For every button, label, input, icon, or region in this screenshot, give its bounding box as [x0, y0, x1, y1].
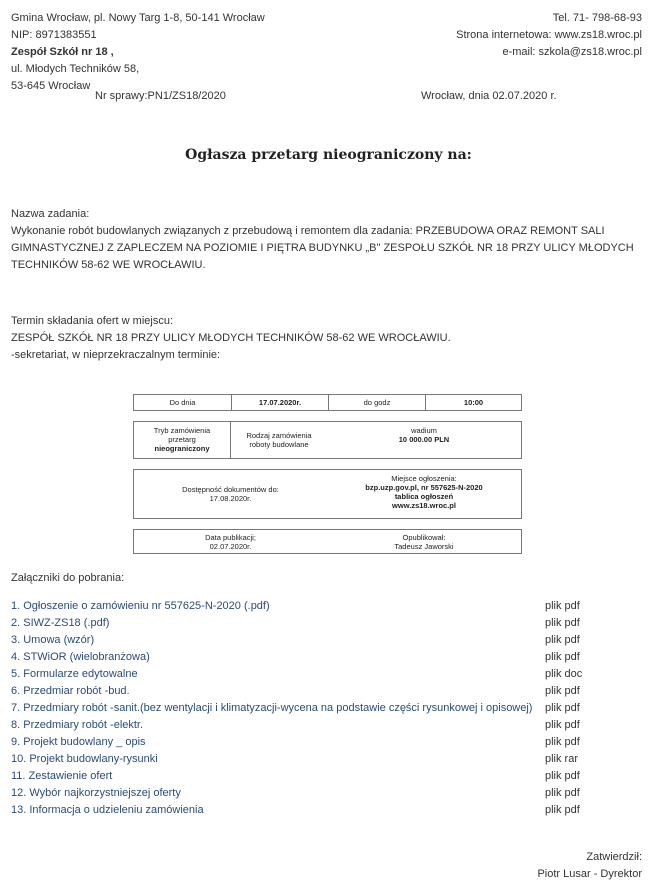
contact-info [456, 10, 642, 61]
signature-name: Piotr Lusar - Dyrektor [537, 868, 642, 880]
attachment-link[interactable]: 4. STWiOR (wielobranżowa) [11, 651, 150, 663]
publication-date-value: 02.07.2020r. [209, 542, 252, 551]
attachment-type: plik pdf [545, 719, 580, 731]
attachment-type: plik rar [545, 753, 579, 765]
attachment-type: plik pdf [545, 736, 580, 748]
deadline-section [11, 313, 641, 364]
deposit [327, 426, 521, 444]
date-value: 17.07.2020r. [258, 398, 302, 407]
street-line: ul. Młodych Techników 58, [11, 63, 140, 75]
attachment-type: plik pdf [545, 787, 580, 799]
attachment-type: plik pdf [545, 804, 580, 816]
date-label: Do dnia [169, 398, 196, 407]
order-mode [134, 426, 230, 453]
deadline-label: Termin składania ofert w miejscu: [11, 315, 174, 327]
sender-address [11, 10, 265, 95]
attachment-type: plik pdf [545, 770, 580, 782]
case-number: Nr sprawy:PN1/ZS18/2020 [95, 90, 226, 102]
announcement-place-3: www.zs18.wroc.pl [392, 501, 456, 510]
phone-line: Tel. 71- 798-68-93 [552, 12, 642, 24]
municipality-line: Gmina Wrocław, pl. Nowy Targ 1-8, 50-141 Wrocław [11, 12, 265, 24]
nip-line: NIP: 8971383551 [11, 29, 97, 41]
attachment-link[interactable]: 7. Przedmiary robót -sanit.(bez wentylacji i klimatyzacji-wycena na podstawie części rysunkowej i opisowej) [11, 702, 533, 714]
attachment-link[interactable]: 13. Informacja o udzieleniu zamówienia [11, 804, 204, 816]
deposit-value: 10 000.00 PLN [398, 435, 450, 444]
attachment-link[interactable]: 2. SIWZ-ZS18 (.pdf) [11, 617, 110, 629]
attachment-link[interactable]: 11. Zestawienie ofert [11, 770, 113, 782]
hour-label: do godz [363, 398, 391, 407]
order-details-row [133, 421, 522, 459]
order-type [231, 431, 327, 449]
attachment-link[interactable]: 9. Projekt budowlany _ opis [11, 736, 146, 748]
documents-availability [134, 485, 327, 503]
attachment-link[interactable]: 8. Przedmiary robót -elektr. [11, 719, 144, 731]
order-type-value: roboty budowlane [249, 440, 309, 449]
attachment-link[interactable]: 5. Formularze edytowalne [11, 668, 138, 680]
publication-date-label: Data publikacji; [205, 533, 256, 542]
attachment-link[interactable]: 6. Przedmiar robót -bud. [11, 685, 130, 697]
deadline-note: -sekretariat, w nieprzekraczalnym terminie: [11, 349, 221, 361]
attachment-type: plik pdf [545, 617, 580, 629]
attachment-type: plik doc [545, 668, 583, 680]
website-line: Strona internetowa: www.zs18.wroc.pl [456, 29, 642, 41]
attachments-label: Załączniki do pobrania: [11, 572, 125, 584]
page-title: Ogłasza przetarg nieograniczony na: [185, 147, 472, 163]
attachment-type: plik pdf [545, 651, 580, 663]
announcement-place-label: Miejsce ogłoszenia: [391, 474, 457, 483]
deadline-table-row [133, 394, 522, 411]
order-mode-label: Tryb zamówienia [153, 426, 211, 435]
order-mode-value-2: nieograniczony [154, 444, 210, 453]
attachment-type: plik pdf [545, 685, 580, 697]
attachment-type: plik pdf [545, 634, 580, 646]
attachment-type: plik pdf [545, 600, 580, 612]
documents-date: 17.08.2020r. [209, 494, 252, 503]
deposit-label: wadium [411, 426, 437, 435]
publication-date [134, 533, 327, 551]
publication-row [133, 529, 522, 554]
email-line: e-mail: szkola@zs18.wroc.pl [502, 46, 642, 58]
hour-value: 10:00 [463, 398, 484, 407]
published-by [327, 533, 521, 551]
task-label: Nazwa zadania: [11, 208, 90, 220]
signature-label: Zatwierdził: [586, 851, 642, 863]
order-mode-value-1: przetarg [168, 435, 196, 444]
task-text: Wykonanie robót budowlanych związanych z przebudową i remontem dla zadania: PRZEBUDOWA ORAZ REMONT SALI GIMNASTYCZNEJ Z ZAPLECZEM NA POZIOMIE I PIĘTRA BUDYNKU „B" ZESPOŁU SZKÓŁ NR 18 PRZY ULICY MŁODYCH TECHNIKÓW 58-62 WE WROCŁAWIU. [11, 225, 634, 271]
attachment-link[interactable]: 3. Umowa (wzór) [11, 634, 95, 646]
announcement-place [327, 474, 521, 510]
attachment-type: plik pdf [545, 702, 580, 714]
announcement-place-2: tablica ogłoszeń [394, 492, 454, 501]
signature [537, 849, 642, 883]
announcement-place-1: bzp.uzp.gov.pl, nr 557625-N-2020 [365, 483, 483, 492]
published-by-label: Opublikował: [402, 533, 446, 542]
order-type-label: Rodzaj zamówienia [246, 431, 312, 440]
attachment-link[interactable]: 12. Wybór najkorzystniejszej oferty [11, 787, 181, 799]
attachment-link[interactable]: 10. Projekt budowlany-rysunki [11, 753, 158, 765]
place-date: Wrocław, dnia 02.07.2020 r. [421, 90, 557, 102]
postal-line: 53-645 Wrocław [11, 80, 91, 92]
task-section [11, 206, 641, 274]
documents-row [133, 469, 522, 519]
school-name: Zespół Szkół nr 18 , [11, 46, 114, 58]
deadline-place: ZESPÓŁ SZKÓŁ NR 18 PRZY ULICY MŁODYCH TECHNIKÓW 58-62 WE WROCŁAWIU. [11, 332, 451, 344]
attachment-link[interactable]: 1. Ogłoszenie o zamówieniu nr 557625-N-2020 (.pdf) [11, 600, 270, 612]
documents-label: Dostępność dokumentów do: [182, 485, 279, 494]
published-by-name: Tadeusz Jaworski [394, 542, 454, 551]
